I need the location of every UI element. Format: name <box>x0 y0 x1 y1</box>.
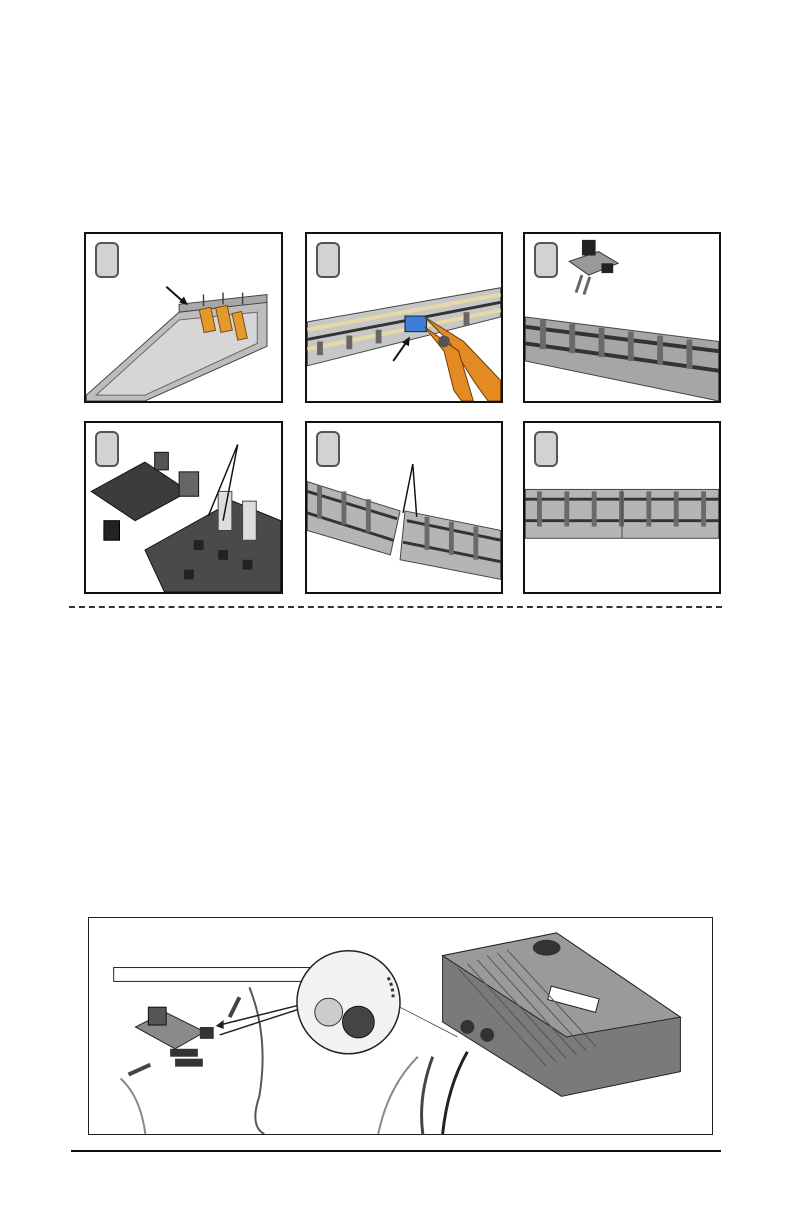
panel-connector-above-track <box>523 232 721 403</box>
step-badge <box>95 242 119 278</box>
zoom-circle <box>297 951 400 1054</box>
step-badge <box>534 242 558 278</box>
wiring-diagram-illustration <box>89 918 712 1134</box>
step-badge <box>534 431 558 467</box>
panel-connector-inserted <box>84 421 283 594</box>
step-badge <box>316 431 340 467</box>
panel-tracks-joined <box>523 421 721 594</box>
panel-track-bed-clips <box>84 232 283 403</box>
panel-tracks-aligned <box>305 421 503 594</box>
terminal-connector-icon <box>135 1007 213 1066</box>
wiring-diagram <box>88 917 713 1135</box>
callout-box <box>114 968 312 982</box>
panel-pliers <box>305 232 503 403</box>
step-badge <box>95 431 119 467</box>
arrow-icon <box>166 287 187 306</box>
bottom-rule <box>71 1150 721 1152</box>
dashed-divider <box>69 606 722 608</box>
terminal-connector-icon <box>569 240 618 295</box>
step-badge <box>316 242 340 278</box>
power-controller-icon <box>443 933 681 1096</box>
